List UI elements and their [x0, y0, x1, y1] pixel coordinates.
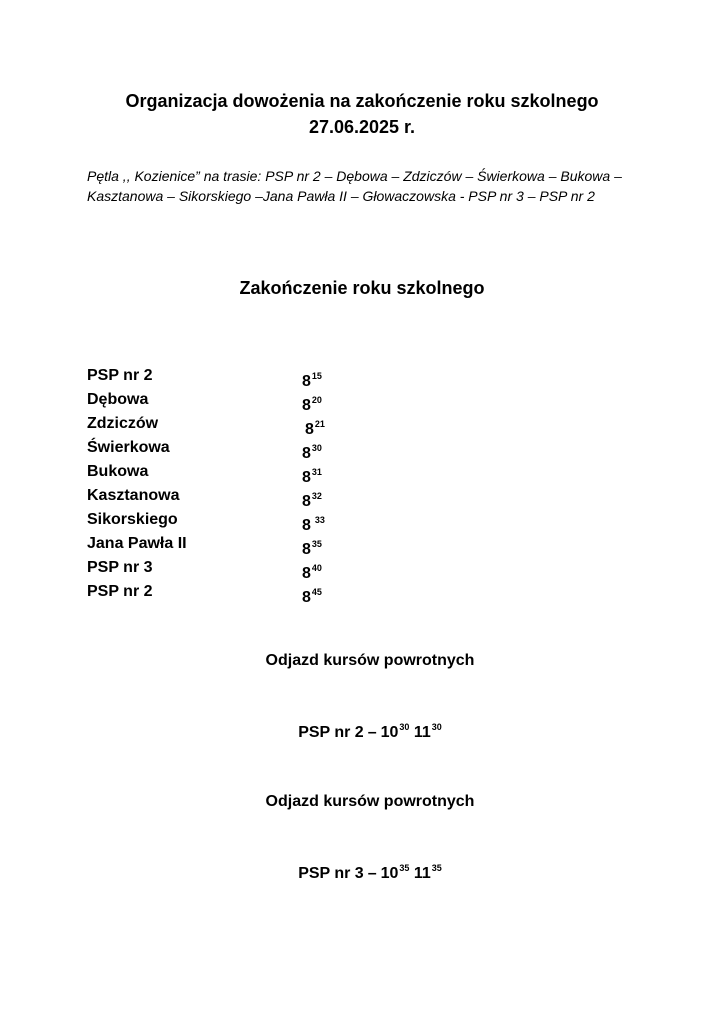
section-title: Zakończenie roku szkolnego: [239, 278, 485, 298]
document-date: 27.06.2025 r.: [308, 117, 416, 137]
return-departures-title: Odjazd kursów powrotnych: [265, 652, 475, 669]
stop-name: Bukowa: [87, 463, 149, 480]
stop-name: PSP nr 2: [87, 583, 153, 600]
return-departures-psp2: PSP nr $2 - 10^{30}$ $11^{30}$: [298, 722, 442, 741]
stop-name: Świerkowa: [87, 439, 170, 456]
stop-time: $8^{40}$: [302, 563, 322, 582]
stop-name: Sikorskiego: [87, 511, 178, 528]
document-title: Organizacja dowożenia na zakończenie roku szkolnego: [125, 91, 599, 111]
stop-time: $8^{21}$: [305, 419, 325, 438]
route-description: Pętla ,, Kozienice” na trasie: PSP nr 2 – Dębowa – Zdziczów – Świerkowa – Bukowa – Kasztanowa – Sikorskiego –Jana Pawła II – Głowaczowska - PSP nr 3 – PSP nr 2: [87, 168, 622, 204]
stop-time: 8 $^{33}$: [302, 515, 325, 534]
stop-name: PSP nr 2: [87, 367, 153, 384]
stop-time: $8^{35}$: [302, 539, 322, 558]
stop-time: $8^{32}$: [302, 491, 322, 510]
stop-name: Jana Pawła II: [87, 535, 187, 552]
return-departures-psp3: PSP nr $3 - 10^{35}$ $11^{35}$: [298, 863, 442, 882]
stop-time: $8^{31}$: [302, 467, 322, 486]
stop-time: $8^{20}$: [302, 395, 322, 414]
stop-time: $8^{15}$: [302, 371, 322, 390]
stop-name: Zdziczów: [87, 415, 159, 432]
stop-time: $8^{45}$: [302, 587, 322, 606]
stop-name: Kasztanowa: [87, 487, 180, 504]
stop-time: $8^{30}$: [302, 443, 322, 462]
return-departures-title: Odjazd kursów powrotnych: [265, 793, 475, 810]
stop-name: Dębowa: [87, 391, 149, 408]
stop-name: PSP nr 3: [87, 559, 153, 576]
